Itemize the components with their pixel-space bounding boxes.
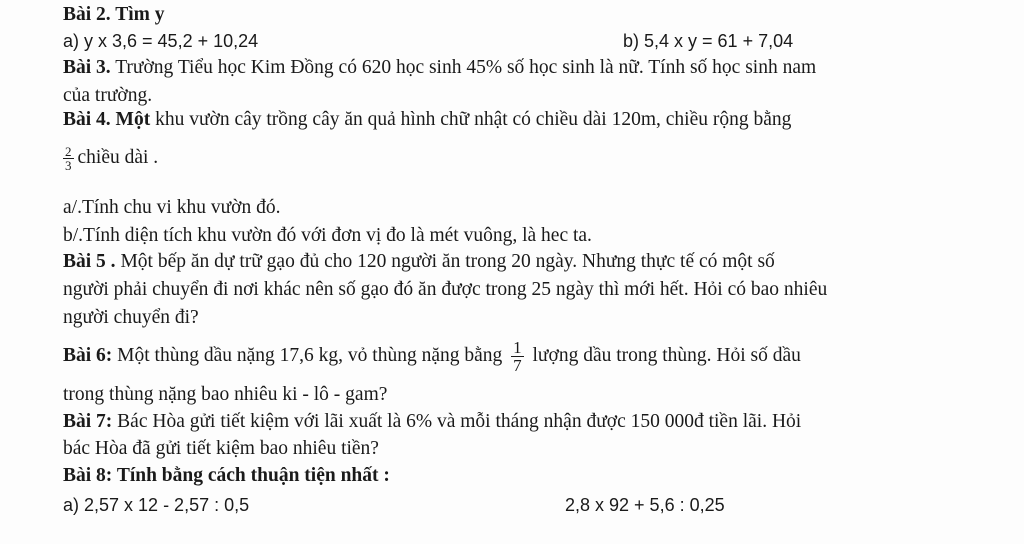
bai4-text1: khu vườn cây trồng cây ăn quả hình chữ nhật có chiều dài 120m, chiều rộng bằng xyxy=(150,109,792,130)
bai4-label: Bài 4. Một xyxy=(63,109,151,130)
bai8-title: Bài 8: Tính bằng cách thuận tiện nhất : xyxy=(63,465,390,486)
bai2-a: a) y x 3,6 = 45,2 + 10,24 xyxy=(63,31,259,51)
bai2-b: b) 5,4 x y = 61 + 7,04 xyxy=(623,31,794,51)
bai5-line1 xyxy=(63,250,775,274)
bai7-text1: Bác Hòa gửi tiết kiệm với lãi xuất là 6% và mỗi tháng nhận được 150 000đ tiền lãi. Hỏi xyxy=(112,411,802,432)
bai8-b: 2,8 x 92 + 5,6 : 0,25 xyxy=(565,495,725,515)
bai6-text1b: lượng dầu trong thùng. Hỏi số dầu xyxy=(532,345,801,366)
bai7-line1 xyxy=(63,410,801,434)
bai3-line2: của trường. xyxy=(63,85,153,106)
bai3-line1 xyxy=(63,56,816,80)
bai4-frac-num: 2 xyxy=(65,144,72,160)
bai6-label: Bài 6: xyxy=(63,345,113,366)
bai2-row xyxy=(63,29,963,54)
bai6-frac-den: 7 xyxy=(513,356,522,376)
bai4-b: b/.Tính diện tích khu vườn đó với đơn vị đo là mét vuông, là hec ta. xyxy=(63,225,592,246)
bai4-frac-den: 3 xyxy=(65,158,72,174)
bai4-line2 xyxy=(63,136,158,180)
bai4-a: a/.Tính chu vi khu vườn đó. xyxy=(63,197,281,218)
bai5-text1: Một bếp ăn dự trữ gạo đủ cho 120 người ăn trong 20 ngày. Nhưng thực tế có một số xyxy=(115,251,775,272)
bai6-text1a: Một thùng dầu nặng 17,6 kg, vỏ thùng nặng bằng xyxy=(112,345,503,366)
bai5-line3: người chuyển đi? xyxy=(63,307,199,328)
bai8-row xyxy=(63,493,963,518)
bai4-fraction xyxy=(63,145,74,172)
bai7-line2: bác Hòa đã gửi tiết kiệm bao nhiêu tiền? xyxy=(63,438,379,459)
bai7-label: Bài 7: xyxy=(63,411,113,432)
bai6-line2: trong thùng nặng bao nhiêu ki - lô - gam? xyxy=(63,384,388,405)
bai3-text1: Trường Tiểu học Kim Đồng có 620 học sinh 45% số học sinh là nữ. Tính số học sinh nam xyxy=(110,57,817,78)
bai2-title: Bài 2. Tìm y xyxy=(63,4,165,25)
bai4-line1 xyxy=(63,108,791,132)
bai4-text2: chiều dài . xyxy=(77,147,159,168)
bai8-a: a) 2,57 x 12 - 2,57 : 0,5 xyxy=(63,495,250,515)
bai6-fraction xyxy=(511,339,524,374)
bai5-label: Bài 5 . xyxy=(63,251,116,272)
bai6-line1 xyxy=(63,334,801,378)
bai6-frac-num: 1 xyxy=(513,338,522,358)
bai5-line2: người phải chuyển đi nơi khác nên số gạo đó ăn được trong 25 ngày thì mới hết. Hỏi có bao nhiêu xyxy=(63,279,828,300)
bai3-label: Bài 3. xyxy=(63,57,111,78)
